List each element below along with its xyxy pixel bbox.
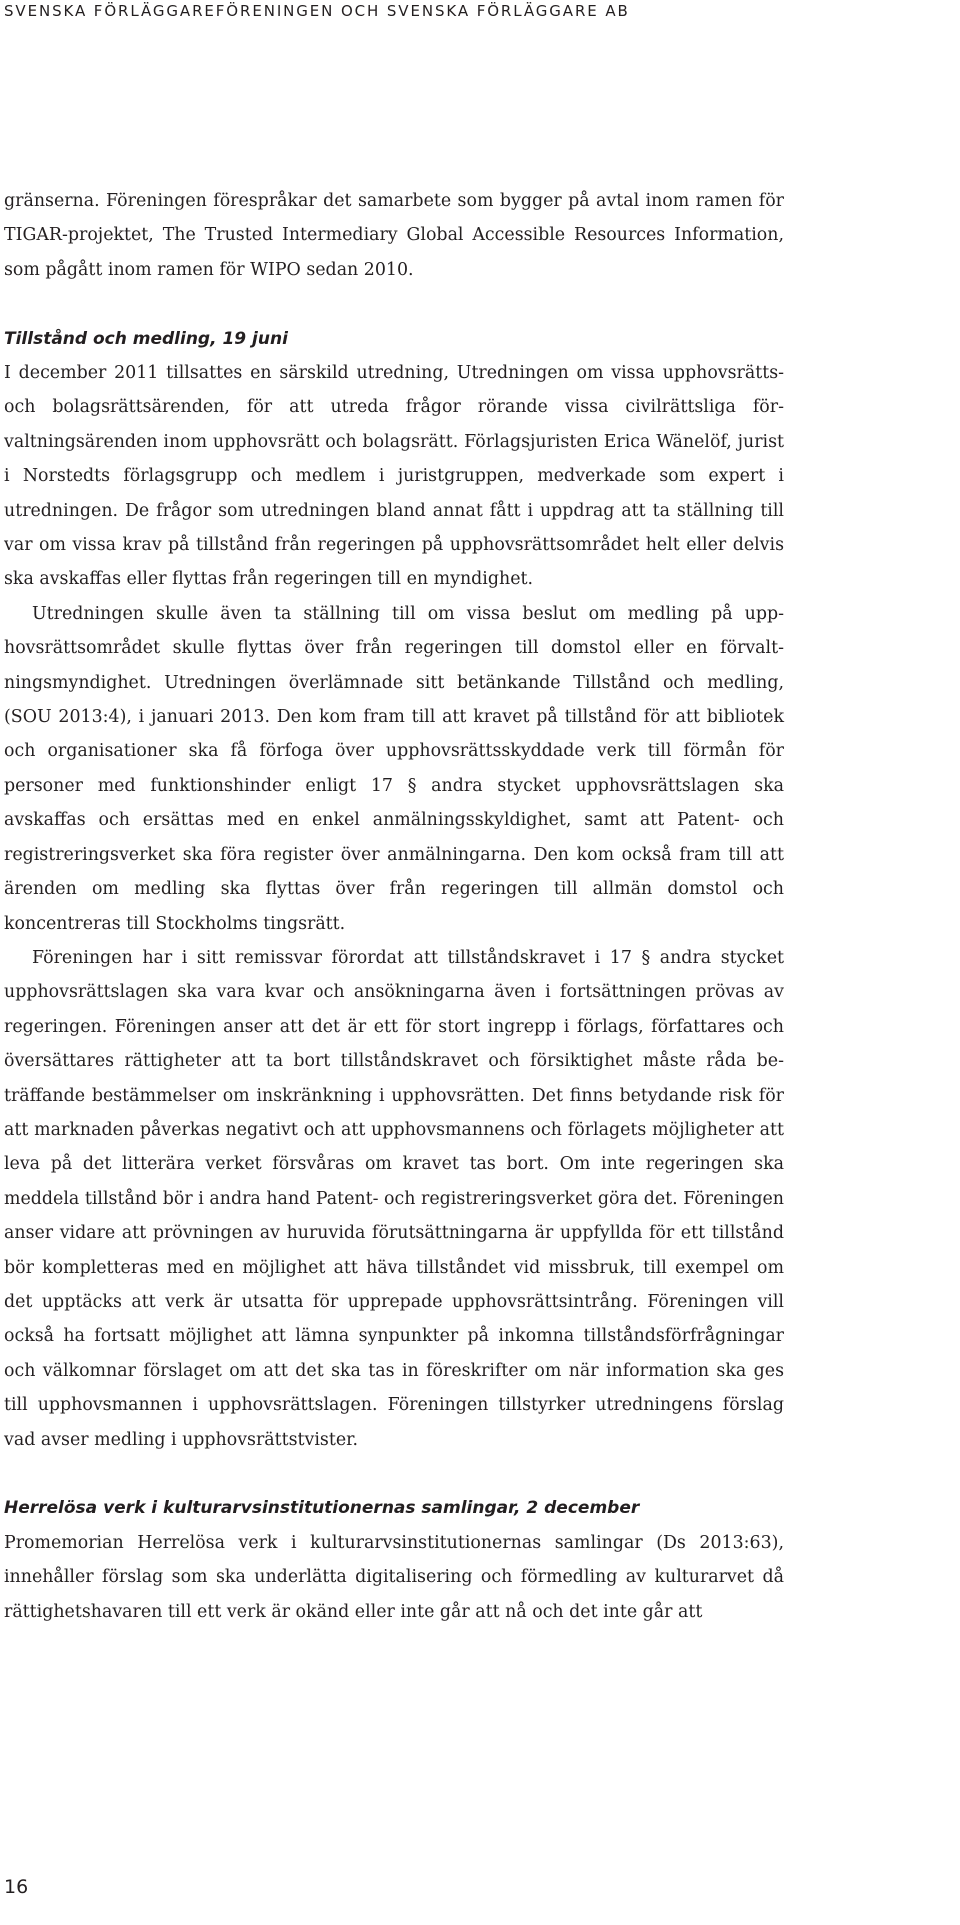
- paragraph: I december 2011 tillsattes en särskild utredning, Utredningen om vissa upphovsrätts- och bolagsrättsärenden, för att utreda frågor rörande vissa civilrättsliga förvaltningsärenden inom upphovsrätt och bolagsrätt. Förlagsjuristen Erica Wänelöf, jurist i Norstedts förlagsgrupp och medlem i juristgruppen, medverkade som expert i utredningen. De frågor som utredningen bland annat fått i uppdrag att ta ställning till var om vissa krav på tillstånd från regeringen på upphovsrättsområdet helt eller delvis ska avskaffas eller flyttas från regeringen till en myndighet.: [4, 363, 784, 590]
- section-gap: [4, 1457, 784, 1491]
- page-number: 16: [4, 1876, 29, 1898]
- paragraph: gränserna. Föreningen förespråkar det samarbete som bygger på avtal inom ramen för TIGAR-projektet, The Trusted Intermediary Global Accessible Resources Information, som pågått inom ramen för WIPO sedan 2010.: [4, 191, 784, 280]
- section-gap: [4, 287, 784, 321]
- running-header: SVENSKA FÖRLÄGGAREFÖRENINGEN OCH SVENSKA FÖRLÄGGARE AB: [4, 2, 630, 20]
- paragraph: Utredningen skulle även ta ställning till om vissa beslut om medling på upphovsrättsområdet skulle flyttas över från regeringen till domstol eller en förvaltningsmyndighet. Utredningen överlämnade sitt betänkande Tillstånd och medling, (SOU 2013:4), i januari 2013. Den kom fram till att kravet på tillstånd för att bibliotek och organisationer ska få förfoga över upphovsrättsskyddade verk till förmån för personer med funktionshinder enligt 17 § andra stycket upphovsrättslagen ska avskaffas och ersättas med en enkel anmälningsskyldighet, samt att Patent- och registreringsverket ska föra register över anmälningarna. Den kom också fram till att ärenden om medling ska flyttas över från regeringen till allmän domstol och koncentreras till Stockholms tingsrätt.: [4, 603, 784, 934]
- section-heading-tillstand: Tillstånd och medling, 19 juni: [4, 328, 288, 349]
- section-heading-herrelosa: Herrelösa verk i kulturarvsinstitutionernas samlingar, 2 december: [4, 1498, 640, 1519]
- body-text: [4, 184, 784, 1629]
- paragraph: Föreningen har i sitt remissvar förordat att tillståndskravet i 17 § andra stycket upphovsrättslagen ska vara kvar och ansökningarna även i fortsättningen prövas av regeringen. Föreningen anser att det är ett för stort ingrepp i förlags, författares och översättares rättigheter att ta bort tillståndskravet och försiktighet måste råda beträffande bestämmelser om inskränkning i upphovsrätten. Det finns betydande risk för att marknaden påverkas negativt och att upphovsmannens och förlagets möjligheter att leva på det litterära verket försvåras om kravet tas bort. Om inte regeringen ska meddela tillstånd bör i andra hand Patent- och registreringsverket göra det. Föreningen anser vidare att prövningen av huruvida förutsättningarna är uppfyllda för ett tillstånd bör kompletteras med en möjlighet att häva tillståndet vid missbruk, till exempel om det upptäcks att verk är utsatta för upprepade upphovsrättsintrång. Föreningen vill också ha fortsatt möjlighet att lämna synpunkter på inkomna tillståndsförfrågningar och välkomnar förslaget om att det ska tas in föreskrifter om när information ska ges till upphovsmannen i upphovsrättslagen. Föreningen tillstyrker utredningens förslag vad avser medling i upphovsrättstvister.: [4, 947, 784, 1450]
- paragraph: Promemorian Herrelösa verk i kulturarvsinstitutionernas samlingar (Ds 2013:63), innehåller förslag som ska underlätta digitalisering och förmedling av kulturarvet då rättighetshavaren till ett verk är okänd eller inte går att nå och det inte går att: [4, 1532, 784, 1622]
